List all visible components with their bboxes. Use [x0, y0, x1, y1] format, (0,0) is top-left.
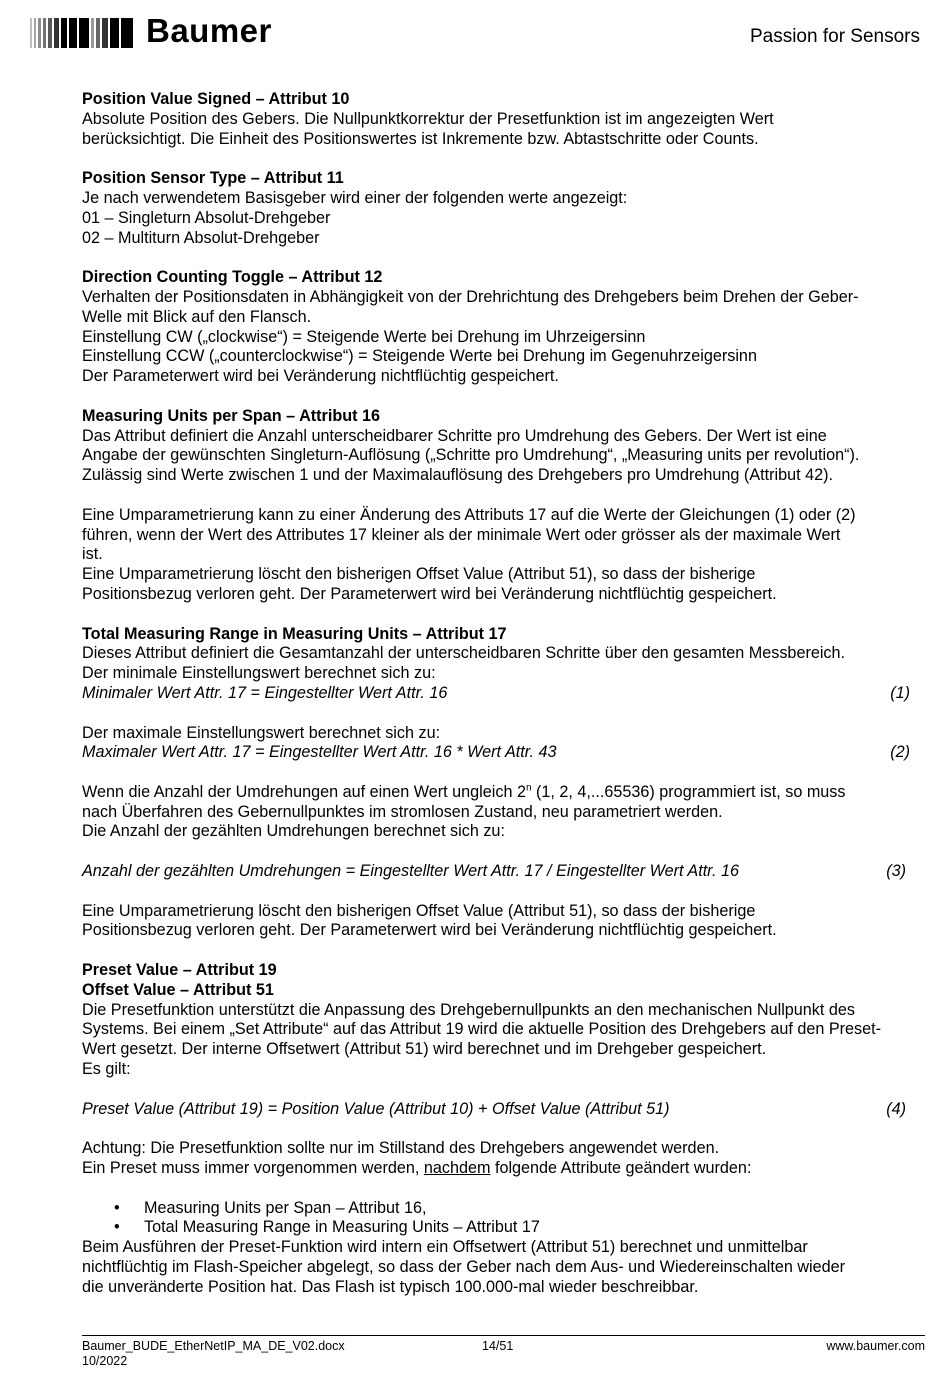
equation-number: (1) [890, 683, 910, 702]
paragraph-line: Welle mit Blick auf den Flansch. [82, 307, 312, 326]
logo-text: Baumer [146, 12, 272, 49]
paragraph-line: Die Presetfunktion unterstützt die Anpassung des Drehgebernullpunkts an den mechanischen Nullpunkt des [82, 1000, 855, 1019]
superscript: n [525, 782, 532, 794]
equation-1 [82, 684, 922, 704]
paragraph-line: Achtung: Die Presetfunktion sollte nur im Stillstand des Drehgebers angewendet werden. [82, 1139, 720, 1158]
paragraph-line: Verhalten der Positionsdaten in Abhängigkeit von der Drehrichtung des Drehgebers beim Drehen der Geber- [82, 287, 859, 306]
equation-text: Preset Value (Attribut 19) = Position Value (Attribut 10) + Offset Value (Attribut 51) [82, 1099, 670, 1118]
equation-number: (2) [890, 743, 910, 762]
paragraph-line: Positionsbezug verloren geht. Der Parameterwert wird bei Veränderung nichtflüchtig gespeichert. [82, 584, 777, 603]
paragraph-line: Der minimale Einstellungswert berechnet sich zu: [82, 664, 436, 683]
paragraph-line: Der Parameterwert wird bei Veränderung nichtflüchtig gespeichert. [82, 367, 559, 386]
paragraph-line: Eine Umparametrierung löscht den bisherigen Offset Value (Attribut 51), so dass der bisherige [82, 901, 756, 920]
equation-number: (3) [886, 862, 906, 881]
equation-number: (4) [886, 1099, 906, 1118]
text-run: (1, 2, 4,...65536) programmiert ist, so muss [531, 782, 846, 801]
paragraph-line: Systems. Bei einem „Set Attribute“ auf das Attribut 19 wird die aktuelle Position des Drehgebers auf den Preset- [82, 1020, 881, 1039]
section-title: Position Sensor Type – Attribut 11 [82, 169, 344, 188]
paragraph-line: Angabe der gewünschten Singleturn-Auflösung („Schritte pro Umdrehung“, „Measuring units per revolution“). [82, 446, 860, 465]
paragraph-line: führen, wenn der Wert des Attributes 17 kleiner als der minimale Wert oder grösser als der maximale Wert [82, 525, 841, 544]
list-item: • Total Measuring Range in Measuring Units – Attribut 17 [82, 1218, 922, 1238]
section-title: Total Measuring Range in Measuring Units – Attribut 17 [82, 624, 507, 643]
text-run: folgende Attribute geändert wurden: [490, 1159, 752, 1178]
footer-date: 10/2022 [82, 1354, 128, 1368]
equation-text: Minimaler Wert Attr. 17 = Eingestellter Wert Attr. 16 [82, 683, 448, 702]
section-title: Offset Value – Attribut 51 [82, 980, 274, 999]
list-item: • Measuring Units per Span – Attribut 16, [82, 1199, 922, 1219]
paragraph-line: Positionsbezug verloren geht. Der Parameterwert wird bei Veränderung nichtflüchtig gespeichert. [82, 921, 777, 940]
header-tagline: Passion for Sensors [749, 26, 920, 47]
paragraph-line: berücksichtigt. Die Einheit des Positionswertes ist Inkremente bzw. Abtastschritte oder Counts. [82, 129, 759, 148]
paragraph-line [82, 1159, 922, 1179]
paragraph-line: Eine Umparametrierung kann zu einer Änderung des Attributs 17 auf die Werte der Gleichungen (1) oder (2) [82, 505, 856, 524]
paragraph-line: ist. [82, 545, 103, 564]
paragraph-line: nach Überfahren des Gebernullpunktes im stromlosen Zustand, neu parametriert werden. [82, 802, 723, 821]
paragraph-line: Die Anzahl der gezählten Umdrehungen berechnet sich zu: [82, 822, 505, 841]
paragraph-line: Wert gesetzt. Der interne Offsetwert (Attribut 51) wird berechnet und im Drehgeber gespeichert. [82, 1040, 767, 1059]
paragraph-line: die unveränderte Position hat. Das Flash ist typisch 100.000-mal wieder beschreibbar. [82, 1277, 699, 1296]
paragraph-line: nichtflüchtig im Flash-Speicher abgelegt, so dass der Geber nach dem Aus- und Wiedereinschalten wieder [82, 1258, 846, 1277]
text-run: Ein Preset muss immer vorgenommen werden, [82, 1159, 424, 1178]
equation-text: Anzahl der gezählten Umdrehungen = Eingestellter Wert Attr. 17 / Eingestellter Wert Attr. 16 [82, 862, 739, 881]
paragraph-line: Absolute Position des Gebers. Die Nullpunktkorrektur der Presetfunktion ist im angezeigten Wert [82, 109, 774, 128]
paragraph-line: Zulässig sind Werte zwischen 1 und der Maximalauflösung des Drehgebers pro Umdrehung (Attribut 42). [82, 466, 833, 485]
section-title: Direction Counting Toggle – Attribut 12 [82, 268, 383, 287]
equation-4 [82, 1100, 922, 1120]
text-run: Wenn die Anzahl der Umdrehungen auf einen Wert ungleich 2 [82, 782, 526, 801]
equation-text: Maximaler Wert Attr. 17 = Eingestellter Wert Attr. 16 * Wert Attr. 43 [82, 743, 557, 762]
paragraph-line: Der maximale Einstellungswert berechnet sich zu: [82, 723, 441, 742]
paragraph-line: Das Attribut definiert die Anzahl unterscheidbarer Schritte pro Umdrehung des Gebers. Der Wert ist eine [82, 426, 827, 445]
paragraph-line [82, 783, 922, 803]
footer-divider [82, 1335, 925, 1336]
equation-2 [82, 743, 922, 763]
page-number: 14/51 [482, 1339, 514, 1353]
underlined-word: nachdem [423, 1159, 491, 1178]
paragraph-line: Es gilt: [82, 1060, 131, 1079]
paragraph-line: Je nach verwendetem Basisgeber wird einer der folgenden werte angezeigt: [82, 188, 628, 207]
footer-left [82, 1339, 345, 1369]
paragraph-line: 02 – Multiturn Absolut-Drehgeber [82, 228, 320, 247]
document-body [82, 90, 922, 1298]
baumer-logo-icon [30, 18, 140, 48]
footer-url: www.baumer.com [826, 1339, 925, 1353]
section-title: Measuring Units per Span – Attribut 16 [82, 406, 381, 425]
page-header [30, 12, 920, 52]
paragraph-line: Einstellung CCW („counterclockwise“) = Steigende Werte bei Drehung im Gegenuhrzeigersinn [82, 347, 757, 366]
footer-filename: Baumer_BUDE_EtherNetIP_MA_DE_V02.docx [82, 1339, 345, 1353]
section-title: Preset Value – Attribut 19 [82, 961, 277, 980]
paragraph-line: Eine Umparametrierung löscht den bisherigen Offset Value (Attribut 51), so dass der bisherige [82, 565, 756, 584]
paragraph-line: Einstellung CW („clockwise“) = Steigende Werte bei Drehung im Uhrzeigersinn [82, 327, 646, 346]
paragraph-line: Dieses Attribut definiert die Gesamtanzahl der unterscheidbaren Schritte über den gesamten Messbereich. [82, 644, 846, 663]
paragraph-line: Beim Ausführen der Preset-Funktion wird intern ein Offsetwert (Attribut 51) berechnet und unmittelbar [82, 1238, 808, 1257]
paragraph-line: 01 – Singleturn Absolut-Drehgeber [82, 208, 331, 227]
equation-3 [82, 862, 922, 882]
section-title: Position Value Signed – Attribut 10 [82, 90, 350, 108]
bullet-list [82, 1199, 922, 1239]
